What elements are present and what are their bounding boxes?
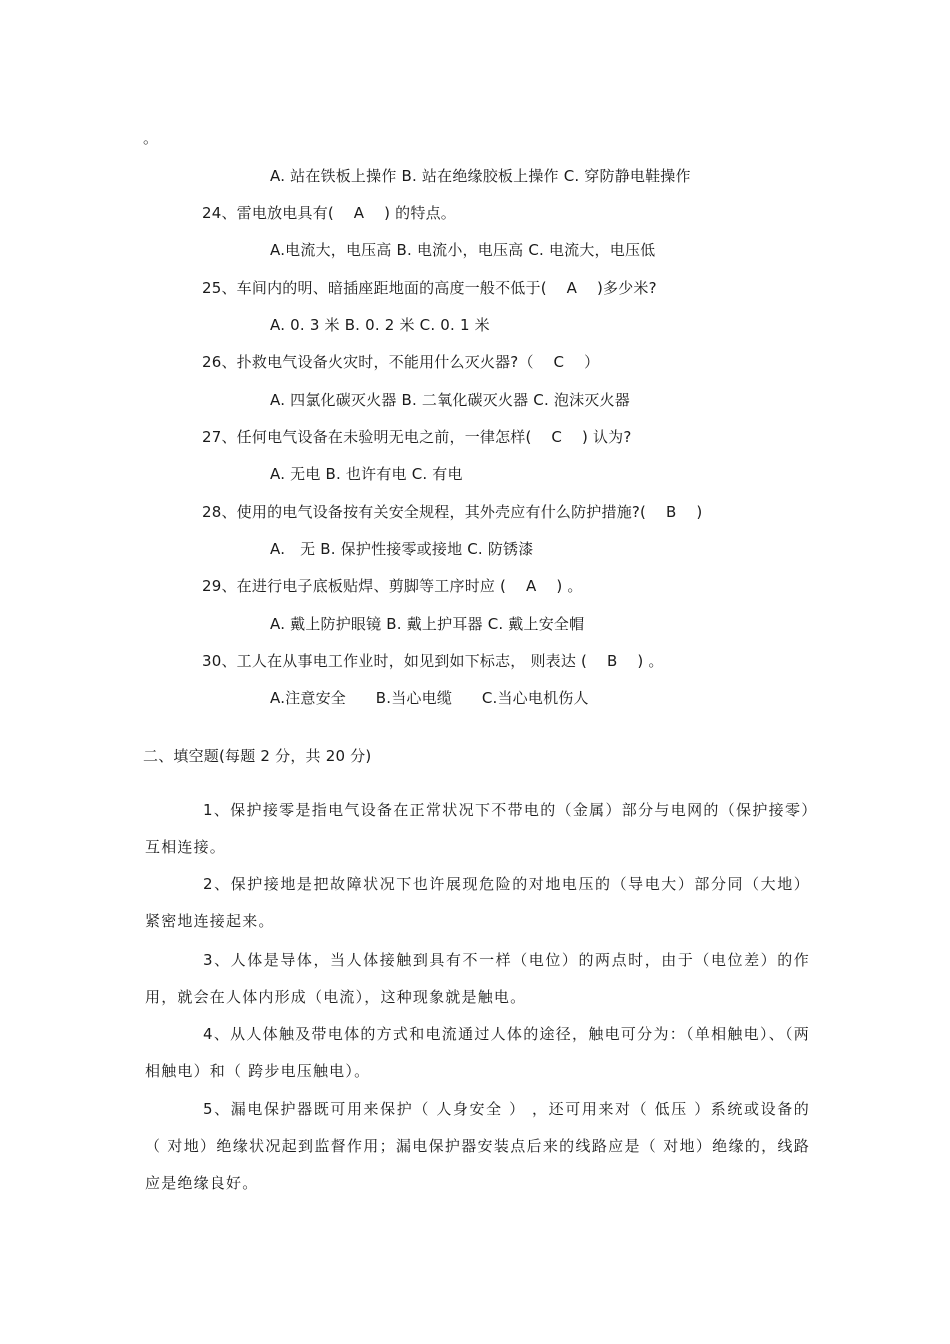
options-q28: A. 无 B. 保护性接零或接地 C. 防锈漆 — [270, 540, 534, 558]
options-q23: A. 站在铁板上操作 B. 站在绝缘胶板上操作 C. 穿防静电鞋操作 — [270, 167, 691, 185]
fill-paragraph-3: 3、人体是导体，当人体接触到具有不一样（电位）的两点时，由于（电位差）的作用，就会在人体内形成（电流），这种现象就是触电。 — [145, 951, 810, 1006]
options-q30: A.注意安全 B.当心电缆 C.当心电机伤人 — [270, 689, 589, 707]
options-q25: A. 0. 3 米 B. 0. 2 米 C. 0. 1 米 — [270, 316, 490, 334]
leading-punctuation: 。 — [143, 129, 159, 147]
question-25: 25、车间内的明、暗插座距地面的高度一般不低于( A )多少米? — [202, 279, 657, 297]
options-q26: A. 四氯化碳灭火器 B. 二氧化碳灭火器 C. 泡沫灭火器 — [270, 391, 630, 409]
question-30: 30、工人在从事电工作业时，如见到如下标志， 则表达 ( B ) 。 — [202, 652, 664, 670]
fill-paragraph-1: 1、保护接零是指电气设备在正常状况下不带电的（金属）部分与电网的（保护接零）互相连接。 — [145, 801, 810, 856]
options-q24: A.电流大，电压高 B. 电流小，电压高 C. 电流大，电压低 — [270, 241, 656, 259]
fill-paragraph-4: 4、从人体触及带电体的方式和电流通过人体的途径，触电可分为：（单相触电）、（两相触电）和（ 跨步电压触电）。 — [145, 1025, 810, 1080]
question-28: 28、使用的电气设备按有关安全规程，其外壳应有什么防护措施?( B ) — [202, 503, 703, 521]
fill-paragraph-2: 2、保护接地是把故障状况下也许展现危险的对地电压的（导电大）部分同（大地）紧密地连接起来。 — [145, 875, 810, 930]
section-title-fill-in: 二、填空题(每题 2 分，共 20 分) — [143, 747, 372, 765]
options-q27: A. 无电 B. 也许有电 C. 有电 — [270, 465, 463, 483]
question-26: 26、扑救电气设备火灾时，不能用什么灭火器?（ C ） — [202, 353, 600, 371]
question-27: 27、任何电气设备在未验明无电之前，一律怎样( C ) 认为? — [202, 428, 632, 446]
options-q29: A. 戴上防护眼镜 B. 戴上护耳器 C. 戴上安全帽 — [270, 615, 585, 633]
question-24: 24、雷电放电具有( A ) 的特点。 — [202, 204, 456, 222]
question-29: 29、在进行电子底板贴焊、剪脚等工序时应 ( A ) 。 — [202, 577, 583, 595]
fill-paragraph-5: 5、漏电保护器既可用来保护（ 人身安全 ） ，还可用来对（ 低压 ）系统或设备的（ 对地）绝缘状况起到监督作用；漏电保护器安装点后来的线路应是（ 对地）绝缘的，线路应是绝缘良好。 — [145, 1100, 810, 1192]
